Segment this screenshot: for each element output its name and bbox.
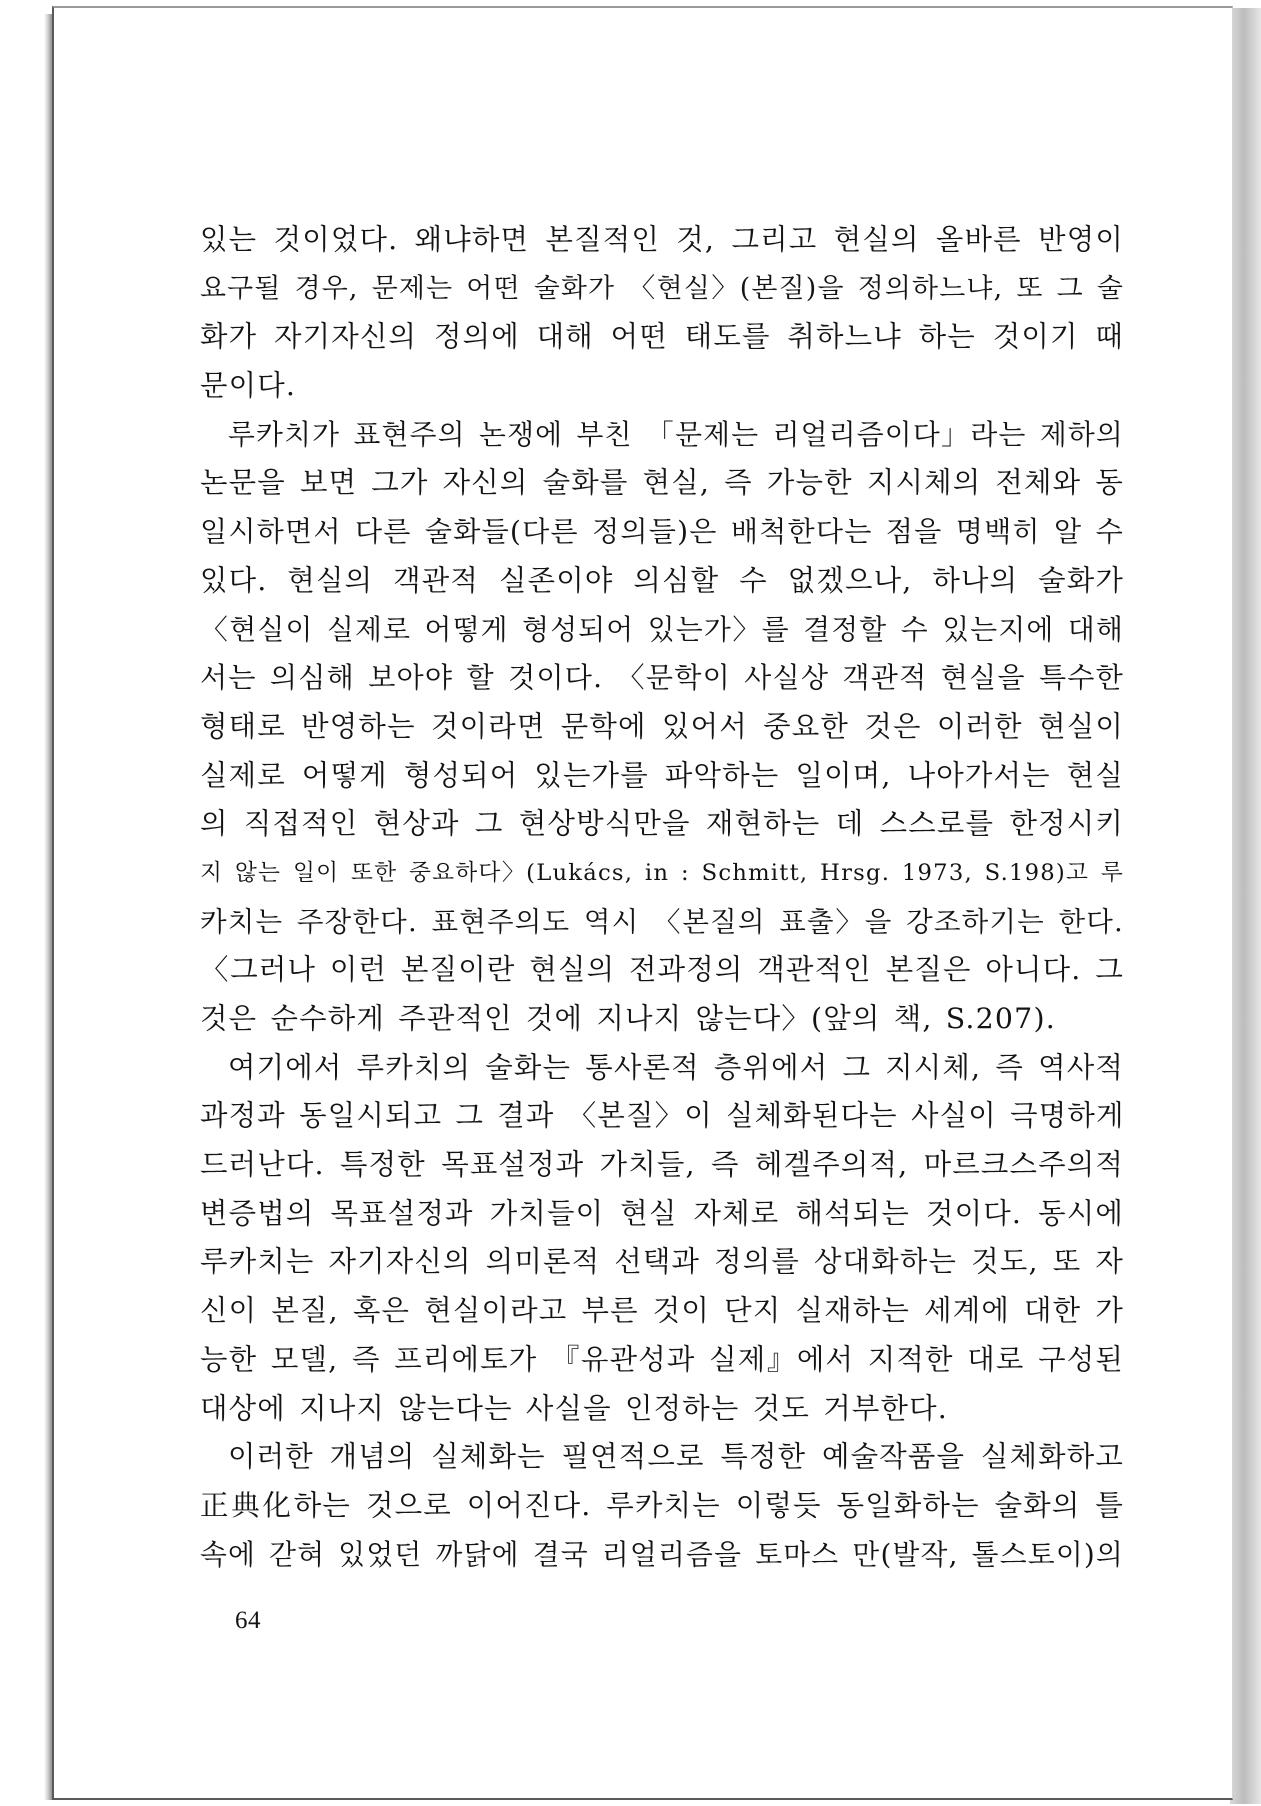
text-line: 이러한 개념의 실체화는 필연적으로 특정한 예술작품을 실체화하고 bbox=[228, 1440, 1124, 1474]
page-number: 64 bbox=[235, 1607, 261, 1634]
text-line: 대상에 지나지 않는다는 사실을 인정하는 것도 거부한다. bbox=[200, 1391, 948, 1425]
text-line: 일시하면서 다른 술화들(다른 정의들)은 배척한다는 점을 명백히 알 수 bbox=[200, 515, 1124, 549]
text-line: 있는 것이었다. 왜냐하면 본질적인 것, 그리고 현실의 올바른 반영이 bbox=[200, 223, 1124, 256]
text-line: 正典化하는 것으로 이어진다. 루카치는 이렇듯 동일화하는 술화의 틀 bbox=[200, 1488, 1124, 1522]
text-line: 신이 본질, 혹은 현실이라고 부른 것이 단지 실재하는 세계에 대한 가 bbox=[200, 1294, 1124, 1328]
text-line: 카치는 주장한다. 표현주의도 역시 〈본질의 표출〉을 강조하기는 한다. bbox=[200, 905, 1124, 938]
text-line: 실제로 어떻게 형성되어 있는가를 파악하는 일이며, 나아가서는 현실 bbox=[200, 758, 1124, 792]
text-line: 것은 순수하게 주관적인 것에 지나지 않는다〉(앞의 책, S.207). bbox=[200, 1002, 1056, 1035]
text-line: 의 직접적인 현상과 그 현상방식만을 재현하는 데 스스로를 한정시키 bbox=[200, 807, 1124, 841]
text-line: 화가 자기자신의 정의에 대해 어떤 태도를 취하느냐 하는 것이기 때 bbox=[200, 320, 1124, 354]
text-line: 과정과 동일시되고 그 결과 〈본질〉이 실체화된다는 사실이 극명하게 bbox=[200, 1099, 1125, 1133]
text-line: 변증법의 목표설정과 가치들이 현실 자체로 해석되는 것이다. 동시에 bbox=[200, 1196, 1124, 1230]
body-text bbox=[200, 216, 1124, 1579]
text-line: 문이다. bbox=[200, 369, 297, 403]
text-line: 능한 모델, 즉 프리에토가 『유관성과 실제』에서 지적한 대로 구성된 bbox=[200, 1342, 1124, 1376]
text-line: 서는 의심해 보아야 할 것이다. 〈문학이 사실상 객관적 현실을 특수한 bbox=[200, 661, 1124, 695]
text-line: 속에 갇혀 있었던 까닭에 결국 리얼리즘을 토마스 만(발작, 톨스토이)의 bbox=[200, 1537, 1124, 1571]
text-line: 형태로 반영하는 것이라면 문학에 있어서 중요한 것은 이러한 현실이 bbox=[200, 709, 1124, 743]
text-line: 지 않는 일이 또한 중요하다〉(Lukács, in : Schmitt, Hrsg. 1973, S.198)고 루 bbox=[200, 859, 1124, 886]
text-line: 〈그러나 이런 본질이란 현실의 전과정의 객관적인 본질은 아니다. 그 bbox=[200, 953, 1124, 987]
text-line: 루카치는 자기자신의 의미론적 선택과 정의를 상대화하는 것도, 또 자 bbox=[200, 1245, 1124, 1279]
text-line: 루카치가 표현주의 논쟁에 부친 「문제는 리얼리즘이다」라는 제하의 bbox=[228, 417, 1124, 451]
paragraph bbox=[200, 1044, 1124, 1434]
page-stack-edge bbox=[1230, 8, 1261, 1804]
paragraph bbox=[200, 411, 1124, 1044]
text-line: 논문을 보면 그가 자신의 술화를 현실, 즉 가능한 지시체의 전체와 동 bbox=[200, 466, 1124, 500]
text-line: 드러난다. 특정한 목표설정과 가치들, 즉 헤겔주의적, 마르크스주의적 bbox=[200, 1148, 1124, 1182]
text-line: 〈현실이 실제로 어떻게 형성되어 있는가〉를 결정할 수 있는지에 대해 bbox=[200, 612, 1124, 646]
text-line: 있다. 현실의 객관적 실존이야 의심할 수 없겠으나, 하나의 술화가 bbox=[200, 563, 1124, 597]
paragraph bbox=[200, 216, 1124, 411]
paragraph bbox=[200, 1433, 1124, 1579]
text-line: 요구될 경우, 문제는 어떤 술화가 〈현실〉(본질)을 정의하느냐, 또 그 술 bbox=[200, 272, 1124, 304]
text-line: 여기에서 루카치의 술화는 통사론적 층위에서 그 지시체, 즉 역사적 bbox=[228, 1050, 1124, 1084]
